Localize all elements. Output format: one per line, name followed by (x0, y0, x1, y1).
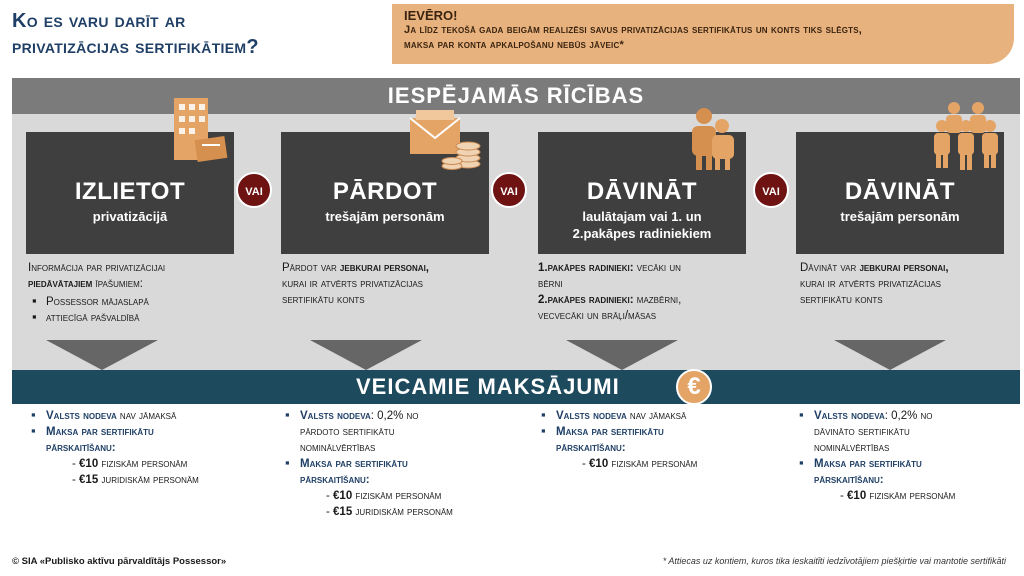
title-line-2: privatizācijas sertifikātiem? (12, 36, 259, 58)
dash: - (582, 458, 590, 470)
transfer-fee-key-2: pārskaitīšanu: (556, 442, 626, 454)
money-envelope-icon (408, 108, 484, 172)
card-subtitle: laulātajam vai 1. un 2.pakāpes radiniekiem (572, 209, 712, 241)
desc-use (28, 260, 258, 326)
desc-text-b: vecāki un (633, 262, 681, 274)
fee-target: fiziskām personām (352, 490, 442, 502)
desc-text (28, 260, 258, 276)
transfer-fee-key: Maksa par sertifikātu (814, 458, 922, 470)
desc-text (538, 260, 768, 276)
fee-item (796, 488, 1024, 504)
desc-text: vecvecāki un brāļi/māsas (538, 310, 657, 322)
desc-text-a: Informācija par privatizācijai (28, 262, 166, 274)
desc-sell (282, 260, 512, 308)
fee-line (538, 408, 778, 424)
fee-value: : 0,2% no (370, 410, 419, 422)
desc-text (282, 260, 512, 276)
desc-text: sertifikātu konts (282, 294, 365, 306)
or-badge-2: VAI (491, 172, 527, 208)
fee-item (282, 504, 522, 520)
fee-line (282, 408, 522, 424)
euro-icon: € (676, 369, 712, 405)
fee-target: fiziskām personām (98, 458, 188, 470)
dash: - (72, 458, 80, 470)
fee-item (282, 488, 522, 504)
footer-note: * Attiecas uz kontiem, kuros tika ieskaitīti iedzīvotājiem piešķirtie vai mantotie sertifikāti (662, 556, 1006, 566)
fee-key: Valsts nodeva (814, 410, 885, 422)
transfer-fee-key-2: pārskaitīšanu: (46, 442, 116, 454)
desc-text (538, 292, 768, 308)
desc-text: sertifikātu konts (800, 294, 883, 306)
family-icon (688, 106, 738, 172)
desc-text (800, 260, 1024, 276)
transfer-fee-line (538, 424, 778, 440)
fee-amount: €10 (79, 458, 99, 470)
notice-text-2: maksa par konta apkalpošanu nebūs jāveic* (404, 39, 624, 51)
payments-use (28, 408, 268, 488)
desc-text-c: īpašumiem: (92, 278, 144, 290)
list-item: ▪ Possessor mājaslapā (28, 294, 258, 310)
fee-line (28, 408, 268, 424)
transfer-fee-line (796, 456, 1024, 472)
down-arrow-icon (310, 340, 422, 370)
payments-band (12, 370, 1020, 404)
desc-text: kurai ir atvērts privatizācijas (282, 278, 424, 290)
fee-target: fiziskām personām (866, 490, 956, 502)
dash: - (326, 506, 334, 518)
desc-gift-relatives (538, 260, 768, 324)
card-title: DĀVINĀT (586, 178, 698, 205)
notice-text-1: Ja līdz tekošā gada beigām realizēsi savus privatizācijas sertifikātus un konts tiks slēgts, (404, 24, 863, 36)
actions-band-title: IESPĒJAMĀS RĪCĪBAS (387, 83, 645, 108)
fee-key: Valsts nodeva (46, 410, 117, 422)
desc-text-b: piedāvātajiem (28, 278, 93, 290)
actions-band (12, 78, 1020, 114)
payments-band-title: VEICAMIE MAKSĀJUMI (356, 374, 620, 399)
fee-target: fiziskām personām (608, 458, 698, 470)
fee-amount: €10 (333, 490, 353, 502)
transfer-fee-key: Maksa par sertifikātu (46, 426, 154, 438)
fee-item (28, 472, 268, 488)
fee-value-3: nominālvērtības (814, 442, 890, 454)
dash: - (72, 474, 80, 486)
footer-copyright: © SIA «Publisko aktīvu pārvaldītājs Possessor» (12, 556, 227, 567)
payments-gift-third (796, 408, 1024, 504)
down-arrow-icon (834, 340, 946, 370)
desc-text (28, 276, 258, 292)
desc-text: kurai ir atvērts privatizācijas (800, 278, 942, 290)
desc-gift-third (800, 260, 1024, 308)
fee-value-3: nominālvērtības (300, 442, 376, 454)
fee-value-2: pārdoto sertifikātu (300, 426, 395, 438)
transfer-fee-line (28, 424, 268, 440)
notice-box (392, 4, 1014, 64)
fee-target: juridiskām personām (352, 506, 453, 518)
card-title: IZLIETOT (74, 178, 186, 205)
dash: - (326, 490, 334, 502)
fee-value: nav jāmaksā (626, 410, 687, 422)
fee-line (796, 408, 1024, 424)
or-badge-1: VAI (236, 172, 272, 208)
desc-text-a: Pārdot var (282, 262, 340, 274)
fee-key: Valsts nodeva (300, 410, 371, 422)
payments-sell (282, 408, 522, 520)
desc-text-a: Dāvināt var (800, 262, 860, 274)
down-arrow-icon (566, 340, 678, 370)
transfer-fee-key: Maksa par sertifikātu (556, 426, 664, 438)
fee-value: nav jāmaksā (116, 410, 177, 422)
desc-list (28, 294, 258, 326)
card-subtitle: trešajām personām (840, 209, 960, 224)
fee-amount: €10 (589, 458, 609, 470)
building-icon (168, 96, 228, 170)
card-title: PĀRDOT (332, 178, 438, 205)
transfer-fee-key-2: pārskaitīšanu: (814, 474, 884, 486)
desc-text-a: 1.pakāpes radinieki: (538, 262, 634, 274)
notice-heading: IEVĒRO! (404, 8, 458, 23)
list-item: ▪ attiecīgā pašvaldībā (28, 310, 258, 326)
fee-item (28, 456, 268, 472)
transfer-fee-key-2: pārskaitīšanu: (300, 474, 370, 486)
desc-text-e: mazbērni, (633, 294, 682, 306)
page-title (12, 8, 382, 60)
desc-text-b: jebkurai personai, (339, 262, 429, 274)
fee-amount: €10 (847, 490, 867, 502)
transfer-fee-line (282, 456, 522, 472)
fee-amount: €15 (79, 474, 99, 486)
desc-text: bērni (538, 278, 563, 290)
down-arrow-icon (46, 340, 158, 370)
group-icon (932, 100, 1002, 172)
desc-text-d: 2.pakāpes radinieki: (538, 294, 634, 306)
fee-target: juridiskām personām (98, 474, 199, 486)
desc-text-b: jebkurai personai, (859, 262, 949, 274)
fee-key: Valsts nodeva (556, 410, 627, 422)
fee-value: : 0,2% no (884, 410, 933, 422)
card-subtitle: trešajām personām (325, 209, 445, 224)
fee-amount: €15 (333, 506, 353, 518)
card-title: DĀVINĀT (844, 178, 956, 205)
transfer-fee-key: Maksa par sertifikātu (300, 458, 408, 470)
or-badge-3: VAI (753, 172, 789, 208)
payments-gift-relatives (538, 408, 778, 472)
title-line-1: Ko es varu darīt ar (12, 10, 186, 32)
fee-value-2: dāvināto sertifikātu (814, 426, 910, 438)
dash: - (840, 490, 848, 502)
fee-item (538, 456, 778, 472)
card-subtitle: privatizācijā (92, 209, 168, 224)
